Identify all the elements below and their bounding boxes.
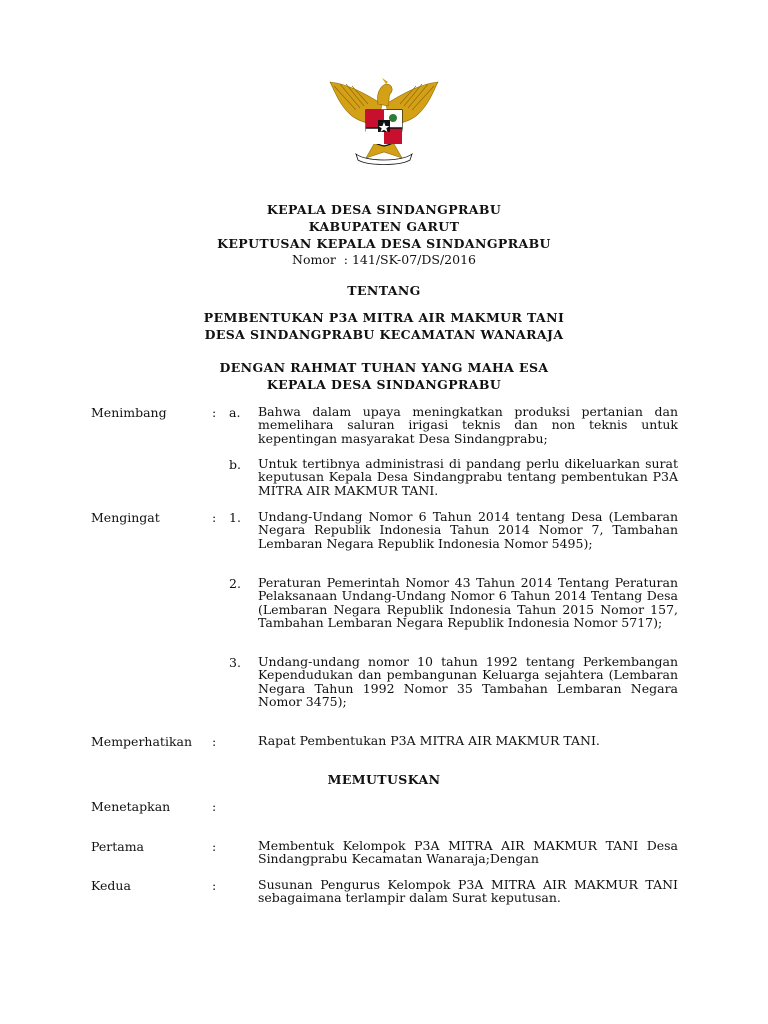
pertama-label: Pertama [91, 839, 145, 854]
memperhatikan-label: Memperhatikan [91, 734, 193, 749]
header-title-line-3: KEPUTUSAN KEPALA DESA SINDANGPRABU [217, 236, 551, 251]
menetapkan-colon: : [212, 799, 217, 814]
nomor-label: Nomor [292, 252, 336, 267]
kedua-label: Kedua [91, 878, 131, 893]
menetapkan-label: Menetapkan [91, 799, 171, 814]
subject-line-1: PEMBENTUKAN P3A MITRA AIR MAKMUR TANI [203, 310, 565, 325]
preamble-line-2: KEPALA DESA SINDANGPRABU [266, 377, 502, 392]
menimbang-colon: : [212, 405, 217, 420]
menimbang-marker-a: a. [229, 405, 241, 420]
tentang-heading: TENTANG [347, 283, 421, 298]
mengingat-marker-1: 1. [229, 510, 241, 525]
memperhatikan-text: Rapat Pembentukan P3A MITRA AIR MAKMUR TANI. [258, 733, 600, 748]
subject-line-2: DESA SINDANGPRABU KECAMATAN WANARAJA [204, 327, 564, 342]
mengingat-colon: : [212, 510, 217, 525]
kedua-colon: : [212, 878, 217, 893]
garuda-pancasila-emblem-icon [326, 74, 442, 170]
mengingat-marker-3: 3. [229, 655, 241, 670]
mengingat-item-2: Peraturan Pemerintah Nomor 43 Tahun 2014 Tentang Peraturan Pelaksanaan Undang-Undang Nomor 6 Tahun 2014 Tentang Desa (Lembaran Negara Republik Indonesia Tahun 2015 Nomor 157, Tambahan Lembaran Negara Republik Indonesia Nomor 5717); [258, 575, 678, 631]
mengingat-marker-2: 2. [229, 576, 241, 591]
mengingat-label: Mengingat [91, 510, 160, 525]
mengingat-item-1: Undang-Undang Nomor 6 Tahun 2014 tentang Desa (Lembaran Negara Republik Indonesia Tahun 2014 Nomor 7, Tambahan Lembaran Negara Republik Indonesia Nomor 5495); [258, 509, 678, 551]
menimbang-marker-b: b. [229, 457, 241, 472]
kedua-text: Susunan Pengurus Kelompok P3A MITRA AIR MAKMUR TANI sebagaimana terlampir dalam Surat keputusan. [258, 877, 678, 906]
memperhatikan-colon: : [212, 734, 217, 749]
decree-number [0, 252, 768, 267]
header-title-line-1: KEPALA DESA SINDANGPRABU [266, 202, 502, 217]
nomor-value: : 141/SK-07/DS/2016 [343, 252, 476, 267]
preamble-line-1: DENGAN RAHMAT TUHAN YANG MAHA ESA [219, 360, 549, 375]
memutuskan-heading: MEMUTUSKAN [327, 772, 441, 787]
menimbang-item-a: Bahwa dalam upaya meningkatkan produksi pertanian dan memelihara saluran irigasi teknis dan non teknis untuk kepentingan masyarakat Desa Sindangprabu; [258, 404, 678, 446]
header-title-line-2: KABUPATEN GARUT [308, 219, 460, 234]
menimbang-label: Menimbang [91, 405, 167, 420]
pertama-text: Membentuk Kelompok P3A MITRA AIR MAKMUR TANI Desa Sindangprabu Kecamatan Wanaraja;Dengan [258, 838, 678, 867]
menimbang-item-b: Untuk tertibnya administrasi di pandang perlu dikeluarkan surat keputusan Kepala Desa Sindangprabu tentang pembentukan P3A MITRA AIR MAKMUR TANI. [258, 456, 678, 498]
mengingat-item-3: Undang-undang nomor 10 tahun 1992 tentang Perkembangan Kependudukan dan pembangunan Keluarga sejahtera (Lembaran Negara Tahun 1992 Nomor 35 Tambahan Lembaran Negara Nomor 3475); [258, 654, 678, 710]
pertama-colon: : [212, 839, 217, 854]
